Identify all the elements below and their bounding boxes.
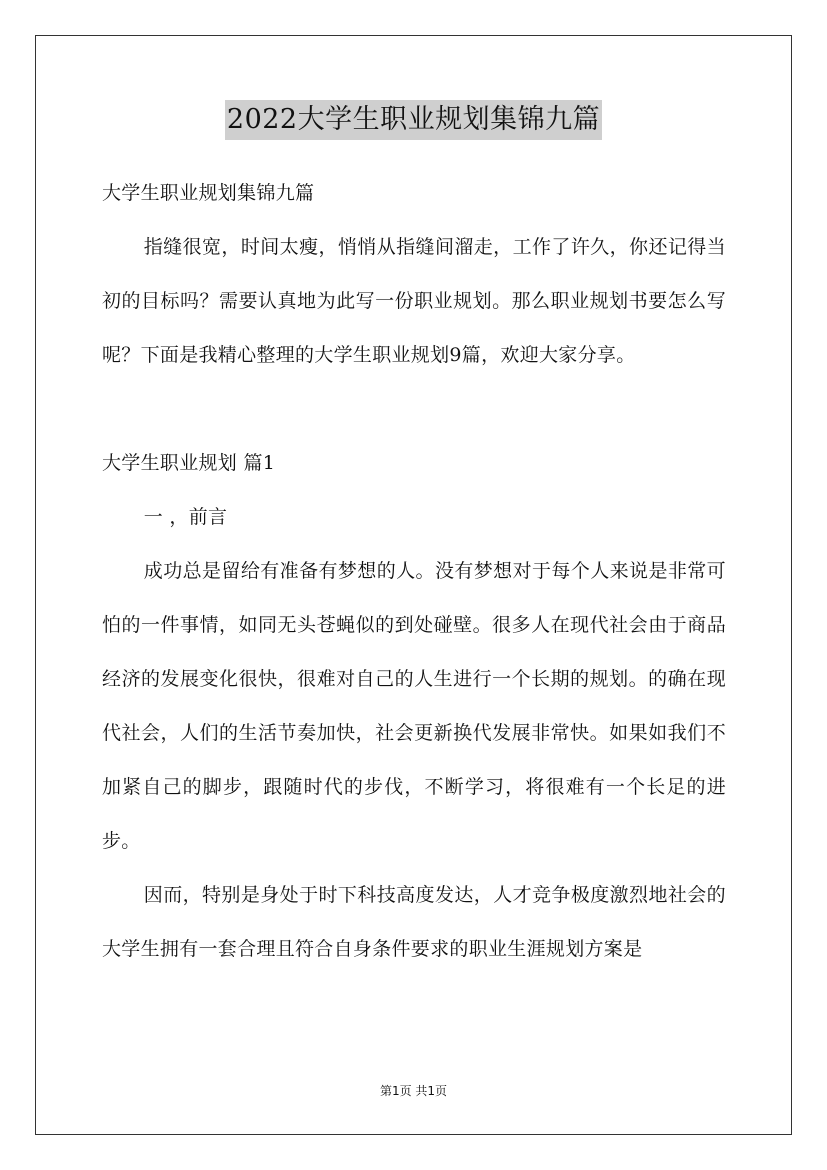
title-container: [0, 100, 827, 140]
document-subtitle: 大学生职业规划集锦九篇: [102, 182, 315, 204]
intro-paragraph: 指缝很宽，时间太瘦，悄悄从指缝间溜走，工作了许久，你还记得当初的目标吗？需要认真地为此写一份职业规划。那么职业规划书要怎么写呢？下面是我精心整理的大学生职业规划9篇，欢迎大家分享。: [102, 236, 726, 366]
blank-spacer: [102, 382, 726, 436]
page-footer: [0, 1082, 827, 1099]
section-heading: 大学生职业规划 篇1: [102, 452, 276, 474]
sub-heading: 一 ，前言: [143, 506, 228, 528]
body-paragraph-1: 成功总是留给有准备有梦想的人。没有梦想对于每个人来说是非常可怕的一件事情，如同无头苍蝇似的到处碰壁。很多人在现代社会由于商品经济的发展变化很快，很难对自己的人生进行一个长期的规划。的确在现代社会，人们的生活节奏加快，社会更新换代发展非常快。如果如我们不加紧自己的脚步，跟随时代的步伐，不断学习，将很难有一个长足的进步。: [102, 560, 726, 852]
document-title: 2022大学生职业规划集锦九篇: [225, 100, 602, 140]
page-number: 第1页 共1页: [379, 1084, 448, 1098]
body-paragraph-2: 因而，特别是身处于时下科技高度发达，人才竞争极度激烈地社会的大学生拥有一套合理且符合自身条件要求的职业生涯规划方案是: [102, 884, 726, 960]
document-body: [102, 166, 726, 976]
